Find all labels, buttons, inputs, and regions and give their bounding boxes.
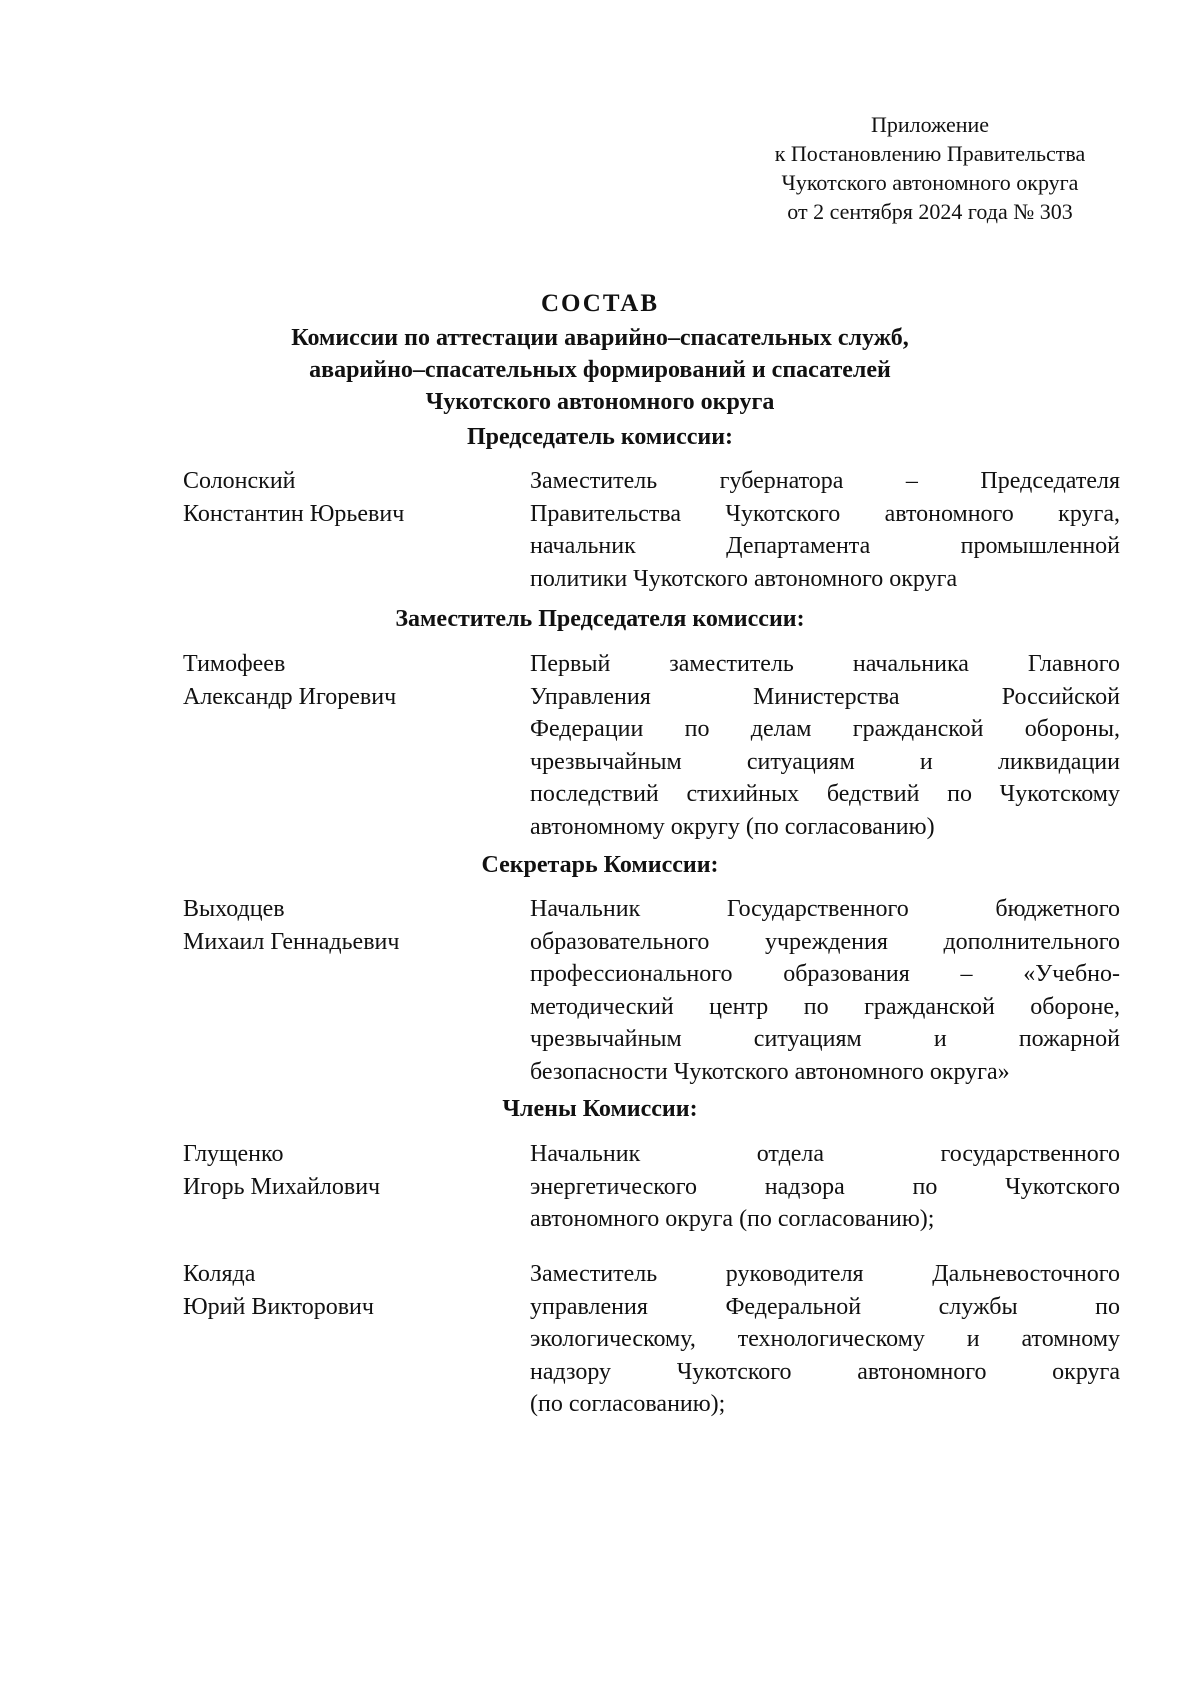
role-line: чрезвычайным ситуациям и пожарной (530, 1026, 1120, 1052)
role-line: безопасности Чукотского автономного округа» (530, 1058, 1010, 1085)
secretary-heading: Секретарь Комиссии: (481, 852, 719, 878)
role-line: (по согласованию); (530, 1391, 726, 1417)
role-line: автономного округа (по согласованию); (530, 1206, 935, 1232)
role-line: чрезвычайным ситуациям и ликвидации (530, 748, 1120, 775)
role-line: автономному округу (по согласованию) (530, 813, 935, 840)
person-name (183, 1138, 513, 1203)
person-surname: Глущенко (183, 1141, 284, 1167)
role-line: Заместитель губернатора – Председателя (530, 468, 1120, 494)
person-given-names: Игорь Михайлович (183, 1173, 381, 1200)
role-line: последствий стихийных бедствий по Чукотскому (530, 781, 1120, 807)
person-role (530, 1258, 1120, 1421)
person-role (530, 465, 1120, 595)
person-role (530, 893, 1120, 1088)
role-line: экологическому, технологическому и атомному (530, 1326, 1120, 1352)
appendix-line: к Постановлению Правительства (774, 141, 1086, 166)
person-surname: Выходцев (183, 896, 285, 922)
appendix-line: Чукотского автономного округа (781, 170, 1079, 195)
role-line: Заместитель руководителя Дальневосточного (530, 1261, 1120, 1287)
person-given-names: Юрий Викторович (183, 1293, 374, 1320)
subtitle-line: Комиссии по аттестации аварийно–спасательных служб, (291, 325, 909, 351)
person-given-names: Михаил Геннадьевич (183, 928, 400, 955)
deputy-heading: Заместитель Председателя комиссии: (395, 606, 805, 632)
role-line: Начальник Государственного бюджетного (530, 896, 1120, 922)
role-line: профессионального образования – «Учебно- (530, 961, 1120, 987)
members-heading: Члены Комиссии: (502, 1096, 698, 1122)
chairman-heading: Председатель комиссии: (466, 424, 734, 450)
role-line: Управления Министерства Российской (530, 683, 1120, 710)
person-role (530, 648, 1120, 843)
role-line: надзору Чукотского автономного округа (530, 1358, 1120, 1385)
document-title: СОСТАВ (540, 290, 660, 317)
role-line: начальник Департамента промышленной (530, 533, 1120, 559)
role-line: методический центр по гражданской обороне, (530, 993, 1120, 1020)
role-line: Первый заместитель начальника Главного (530, 651, 1120, 677)
person-name (183, 893, 513, 958)
person-surname: Тимофеев (183, 651, 286, 677)
person-name (183, 648, 513, 713)
person-name (183, 465, 513, 530)
role-line: Федерации по делам гражданской обороны, (530, 716, 1120, 742)
document-subtitle (160, 322, 1040, 418)
appendix-line: Приложение (870, 112, 990, 137)
person-surname: Солонский (183, 468, 296, 494)
role-line: управления Федеральной службы по (530, 1293, 1120, 1320)
role-line: энергетического надзора по Чукотского (530, 1173, 1120, 1200)
subtitle-line: аварийно–спасательных формирований и спасателей (309, 357, 891, 383)
role-line: Правительства Чукотского автономного круга, (530, 500, 1120, 527)
subtitle-line: Чукотского автономного округа (425, 389, 775, 415)
role-line: образовательного учреждения дополнительного (530, 928, 1120, 955)
person-given-names: Константин Юрьевич (183, 500, 405, 527)
person-given-names: Александр Игоревич (183, 683, 397, 710)
person-name (183, 1258, 513, 1323)
appendix-line: от 2 сентября 2024 года № 303 (787, 199, 1073, 224)
role-line: Начальник отдела государственного (530, 1141, 1120, 1167)
person-surname: Коляда (183, 1261, 256, 1287)
appendix-block (740, 110, 1120, 226)
role-line: политики Чукотского автономного округа (530, 565, 958, 592)
person-role (530, 1138, 1120, 1236)
